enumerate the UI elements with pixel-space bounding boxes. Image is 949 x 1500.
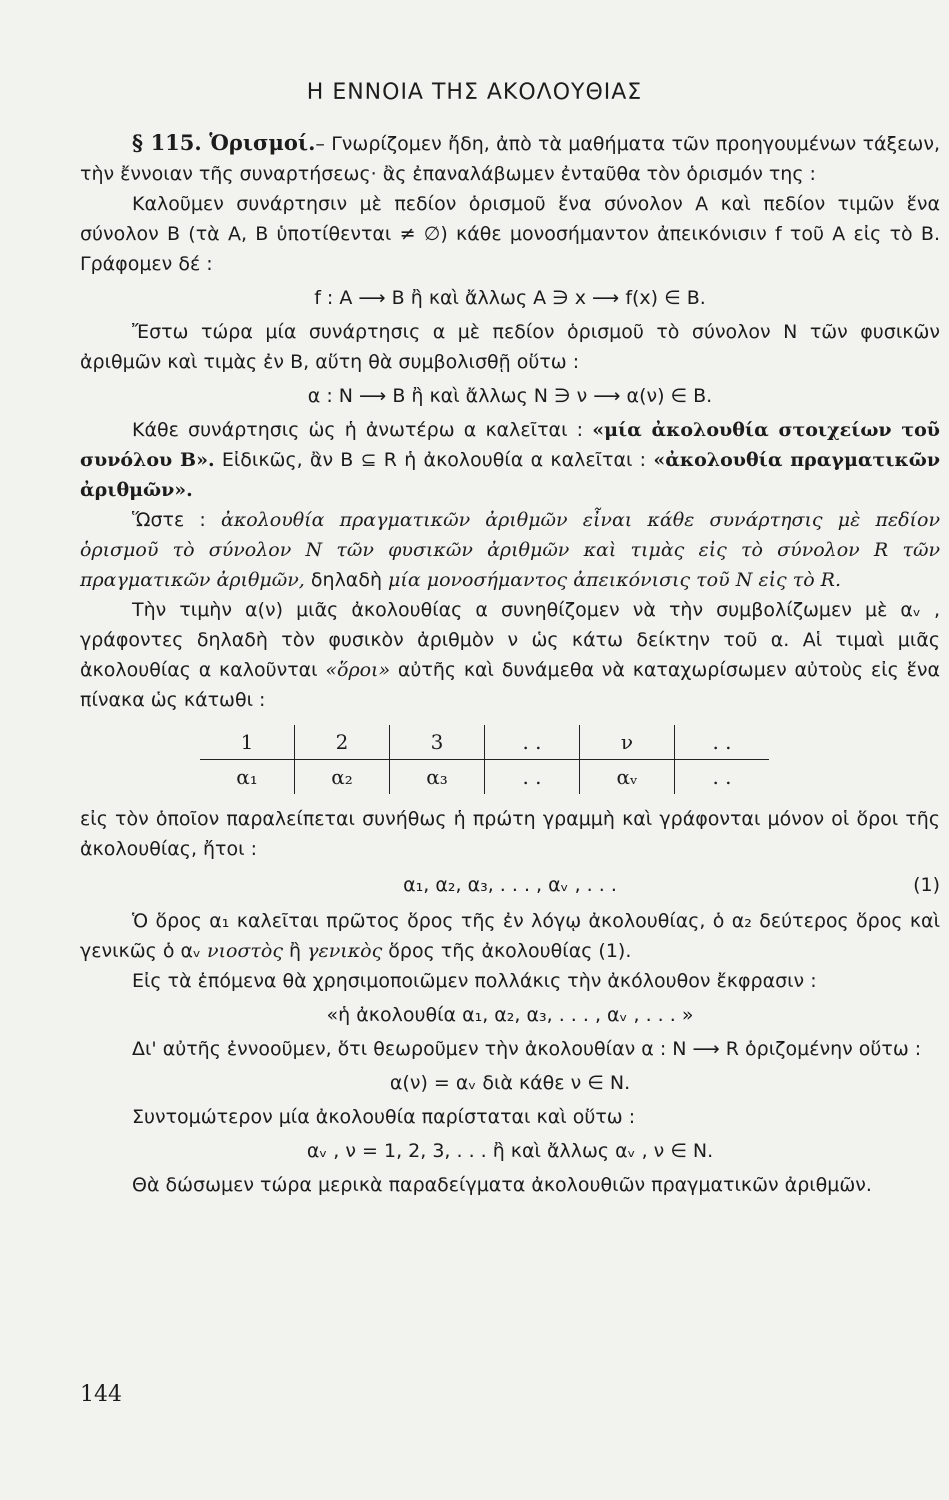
running-head: Η ΕΝΝΟΙΑ ΤΗΣ ΑΚΟΛΟΥΘΙΑΣ [306,80,643,105]
table-cell: 2 [295,725,390,760]
summary-italic-1: ἀκολουθία πραγματικῶν ἀριθμῶν εἶναι κάθε συνάρτησις μὲ πεδίον ὁρισμοῦ τὸ σύνολον N τῶν φυσικῶν ἀριθμῶν καὶ τιμὰς εἰς τὸ σύνολον R τῶν πραγματικῶν ἀριθμῶν, [80,509,940,591]
body-text [80,128,940,1200]
section-intro [80,128,940,189]
equation-sequence: α : N ⟶ B ἢ καὶ ἄλλως N ∋ ν ⟶ α(ν) ∈ B. [307,385,713,407]
paragraph-definition-summary [80,505,940,595]
table-cell: αᵥ [580,760,675,795]
equation-function: f : A ⟶ B ἢ καὶ ἄλλως A ∋ x ⟶ f(x) ∈ B. [314,287,706,309]
paragraph-expression: Εἰς τὰ ἑπόμενα θὰ χρησιμοποιῶμεν πολλάκις τὴν ἀκόλουθον ἔκφρασιν : [132,970,817,992]
page-number: 144 [80,1382,122,1407]
equation-number: (1) [913,874,940,896]
paragraph-table-note: εἰς τὸν ὁποῖον παραλείπεται συνήθως ἡ πρώτη γραμμὴ καὶ γράφονται μόνον οἱ ὅροι τῆς ἀκολουθίας, ἤτοι : [80,808,940,860]
naming-text-2: Εἰδικῶς, ἂν B ⊆ R ἡ ἀκολουθία α καλεῖται : [214,449,654,471]
equation-terms-row [80,870,940,900]
summary-italic-2: μία μονοσήμαντος ἀπεικόνισις τοῦ N εἰς τὸ R. [388,569,842,591]
terms-italic-2: γενικὸς [307,940,383,962]
naming-bold-1: «μία ἀκολουθία στοιχείων τοῦ συνόλου B». [80,419,940,471]
paragraph-examples: Θὰ δώσωμεν τώρα μερικὰ παραδείγματα ἀκολουθιῶν πραγματικῶν ἀριθμῶν. [132,1174,872,1196]
section-intro-text: – Γνωρίζομεν ἤδη, ἀπὸ τὰ μαθήματα τῶν προηγουμένων τάξεων, τὴν ἔννοιαν τῆς συναρτήσεως· ἂς ἐπαναλάβωμεν ἐνταῦθα τὸν ὁρισμόν της : [80,133,940,185]
terms-text-1: Ὁ ὅρος α₁ καλεῖται πρῶτος ὅρος τῆς ἐν λόγῳ ἀκολουθίας, ὁ α₂ δεύτερος ὅρος καὶ γενικῶς ὁ αᵥ [80,910,940,962]
table-cell: . . [675,760,770,795]
notation-text-2: αὐτῆς καὶ δυνάμεθα νὰ καταχωρίσωμεν αὐτοὺς εἰς ἕνα πίνακα ὡς κάτωθι : [80,659,940,711]
paragraph-term-names [80,906,940,966]
table-cell: 1 [200,725,295,760]
sequence-table [200,725,769,794]
terms-text-3: ὅρος τῆς ἀκολουθίας (1). [382,940,632,962]
table-cell: . . [485,760,580,795]
table-cell: . . [485,725,580,760]
table-cell: 3 [390,725,485,760]
terms-text-2: ἢ [283,940,308,962]
equation-definition: α(ν) = αᵥ διὰ κάθε ν ∈ N. [389,1072,631,1094]
naming-text-1: Κάθε συνάρτησις ὡς ἡ ἀνωτέρω α καλεῖται : [132,419,593,441]
summary-text-1: Ὥστε : [132,509,221,531]
notation-italic: «ὅροι» [325,659,391,681]
paragraph-sequence-naming [80,415,940,505]
table-row-terms [200,760,769,795]
naming-bold-2: «ἀκολουθία πραγματικῶν ἀριθμῶν». [80,449,940,501]
paragraph-function-definition: Καλοῦμεν συνάρτησιν μὲ πεδίον ὁρισμοῦ ἕνα σύνολον Α καὶ πεδίον τιμῶν ἕνα σύνολον Β (τὰ Α, Β ὑποτίθενται ≠ ∅) κάθε μονοσήμαντον ἀπεικόνισιν f τοῦ Α εἰς τὸ Β. Γράφομεν δέ : [80,193,940,275]
terms-italic-1: νιοστὸς [207,940,284,962]
equation-terms: α₁, α₂, α₃, . . . , αᵥ , . . . [403,874,617,896]
notation-text-1: Τὴν τιμὴν α(ν) μιᾶς ἀκολουθίας α συνηθίζομεν νὰ τὴν συμβολίζωμεν μὲ αᵥ , γράφοντες δηλαδὴ τὸν φυσικὸν ἀριθμὸν ν ὡς κάτω δείκτην τοῦ α. Αἱ τιμαὶ μιᾶς ἀκολουθίας α καλοῦνται [80,599,940,681]
paragraph-short-form: Συντομώτερον μία ἀκολουθία παρίσταται καὶ οὕτω : [132,1106,636,1128]
equation-short-form: αᵥ , ν = 1, 2, 3, . . . ἢ καὶ ἄλλως αᵥ , ν ∈ N. [306,1140,714,1162]
table-cell: . . [675,725,770,760]
paragraph-term-notation [80,595,940,715]
summary-text-2: δηλαδὴ [304,569,389,591]
section-label: § 115. Ὁρισμοί. [132,130,316,155]
table-cell: ν [580,725,675,760]
table-row-indices [200,725,769,760]
table-cell: α₂ [295,760,390,795]
table-cell: α₃ [390,760,485,795]
paragraph-meaning: Δι' αὐτῆς ἐννοοῦμεν, ὅτι θεωροῦμεν τὴν ἀκολουθίαν α : N ⟶ R ὁριζομένην οὕτω : [132,1038,922,1060]
equation-quote: «ἡ ἀκολουθία α₁, α₂, α₃, . . . , αᵥ , . . . » [326,1004,694,1026]
paragraph-sequence-function: Ἔστω τώρα μία συνάρτησις α μὲ πεδίον ὁρισμοῦ τὸ σύνολον N τῶν φυσικῶν ἀριθμῶν καὶ τιμὰς ἐν Β, αὕτη θὰ συμβολισθῇ οὕτω : [80,321,940,373]
table-cell: α₁ [236,765,258,789]
